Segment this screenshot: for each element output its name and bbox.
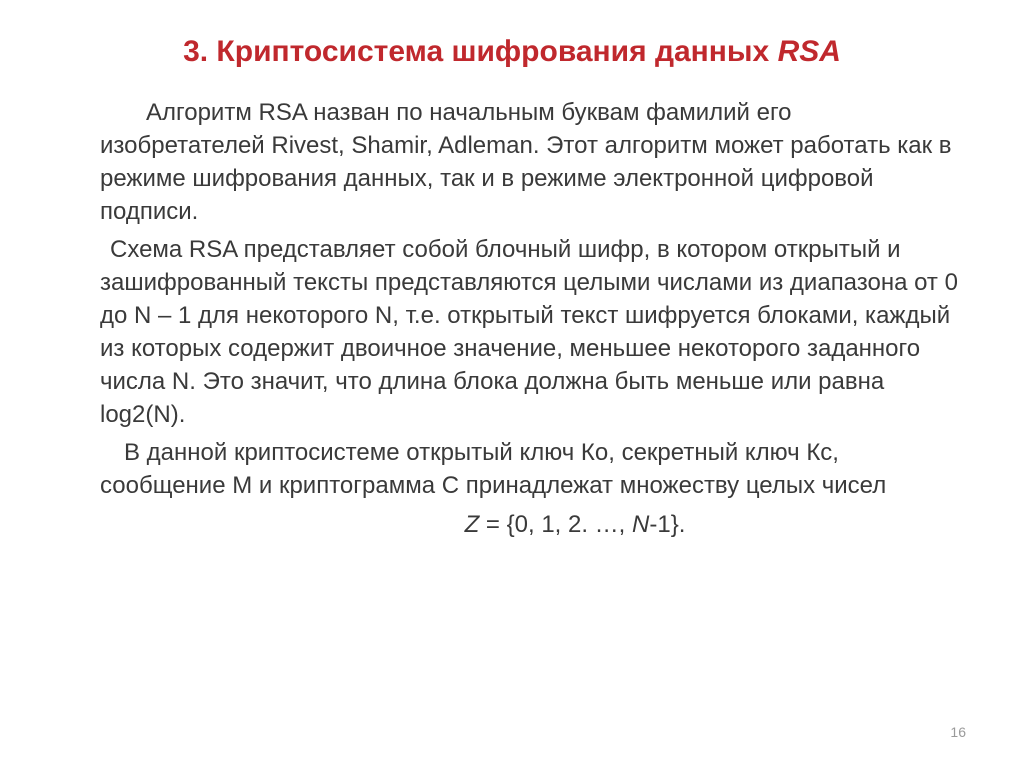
slide-body	[100, 96, 960, 541]
formula-end: -1}.	[649, 511, 686, 538]
formula-var-z: Z	[464, 511, 480, 538]
formula-var-n: N	[632, 511, 650, 538]
formula-middle: = {0, 1, 2. …,	[479, 511, 633, 538]
page-number: 16	[950, 724, 966, 740]
paragraph-rsa-origin: Алгоритм RSA назван по начальным буквам фамилий его изобретателей Rivest, Shamir, Adleman. Этот алгоритм может работать как в режиме шифрования данных, так и в режиме электронной цифровой подписи.	[100, 99, 952, 225]
formula	[100, 508, 960, 541]
slide-title-main: 3. Криптосистема шифрования данных	[183, 35, 778, 68]
paragraph-key-set: В данной криптосистеме открытый ключ Ко, секретный ключ Кс, сообщение М и криптограмма С принадлежат множеству целых чисел	[100, 439, 887, 499]
slide-title	[0, 32, 1024, 72]
paragraph-block-cipher: Схема RSA представляет собой блочный шифр, в котором открытый и зашифрованный тексты представляются целыми числами из диапазона от 0 до N – 1 для некоторого N, т.е. открытый текст шифруется блоками, каждый из которых содержит двоичное значение, меньшее некоторого заданного числа N. Это значит, что длина блока должна быть меньше или равна log2(N).	[100, 236, 958, 428]
slide-title-rsa: RSA	[777, 35, 841, 68]
